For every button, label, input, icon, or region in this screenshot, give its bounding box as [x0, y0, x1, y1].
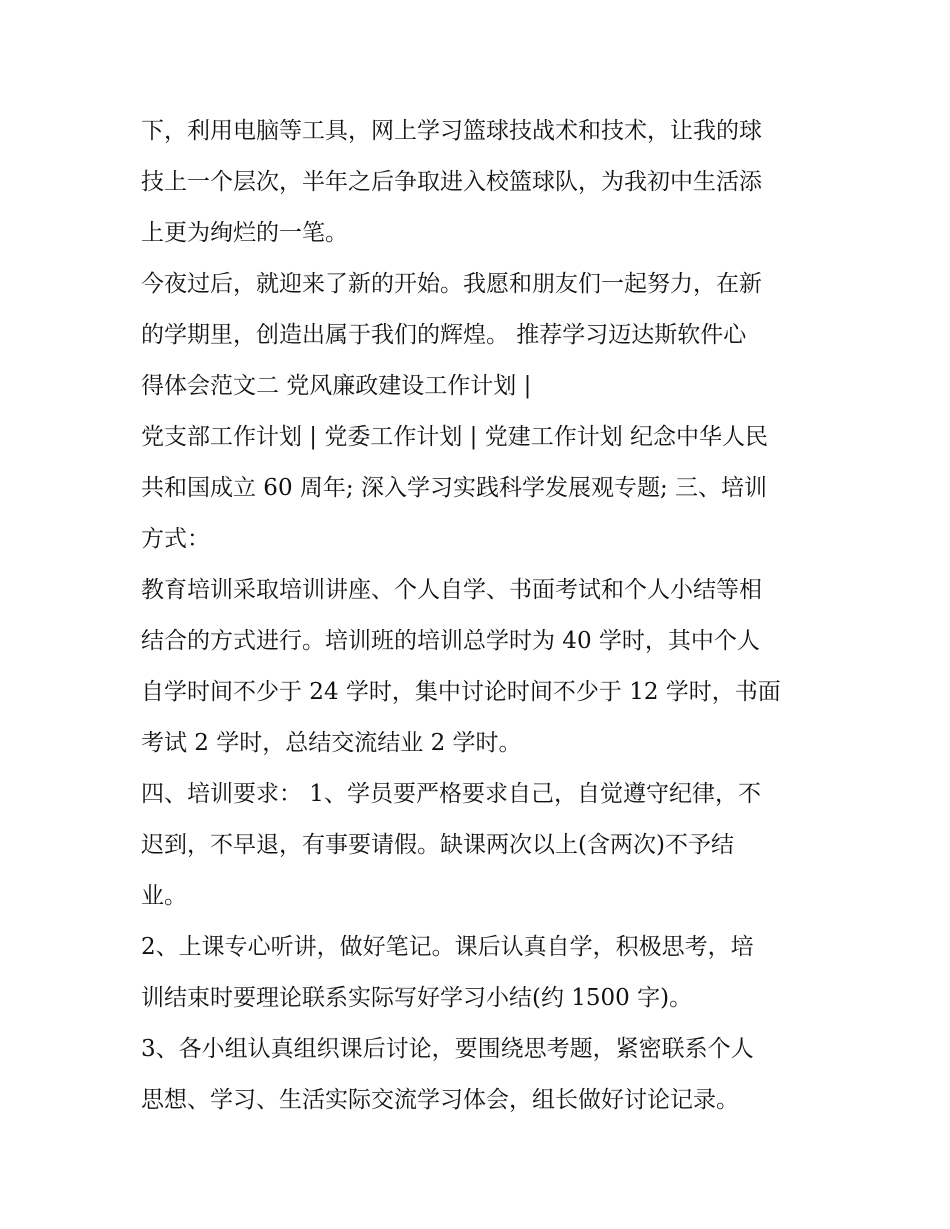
text-line: 迟到，不早退，有事要请假。缺课两次以上(含两次)不予结	[141, 832, 734, 858]
text-line: 自学时间不少于 24 学时，集中讨论时间不少于 12 学时，书面	[141, 679, 781, 705]
text-line: 今夜过后，就迎来了新的开始。我愿和朋友们一起努力，在新	[141, 271, 762, 297]
text-line: 技上一个层次，半年之后争取进入校篮球队，为我初中生活添	[141, 169, 762, 195]
text-line: 教育培训采取培训讲座、个人自学、书面考试和个人小结等相	[141, 577, 762, 603]
text-line: 业。	[141, 883, 187, 909]
text-line: 上更为绚烂的一笔。	[141, 220, 348, 246]
text-line: 党支部工作计划 | 党委工作计划 | 党建工作计划 纪念中华人民	[141, 424, 769, 450]
document-body	[141, 106, 821, 1126]
text-line: 考试 2 学时，总结交流结业 2 学时。	[141, 730, 522, 756]
text-line: 下，利用电脑等工具，网上学习篮球技战术和技术，让我的球	[141, 118, 762, 144]
text-line: 2、上课专心听讲，做好笔记。课后认真自学，积极思考，培	[141, 934, 754, 960]
text-line: 3、各小组认真组织课后讨论，要围绕思考题，紧密联系个人	[141, 1036, 754, 1062]
text-line: 得体会范文二 党风廉政建设工作计划 |	[141, 373, 532, 399]
text-line: 思想、学习、生活实际交流学习体会，组长做好讨论记录。	[141, 1087, 739, 1113]
text-line: 结合的方式进行。培训班的培训总学时为 40 学时，其中个人	[141, 628, 760, 654]
text-line: 四、培训要求： 1、学员要严格要求自己，自觉遵守纪律，不	[141, 781, 761, 807]
text-line: 训结束时要理论联系实际写好学习小结(约 1500 字)。	[141, 985, 693, 1011]
text-line: 方式：	[141, 526, 210, 552]
text-line: 的学期里，创造出属于我们的辉煌。 推荐学习迈达斯软件心	[141, 322, 747, 348]
text-line: 共和国成立 60 周年; 深入学习实践科学发展观专题; 三、培训	[141, 475, 768, 501]
